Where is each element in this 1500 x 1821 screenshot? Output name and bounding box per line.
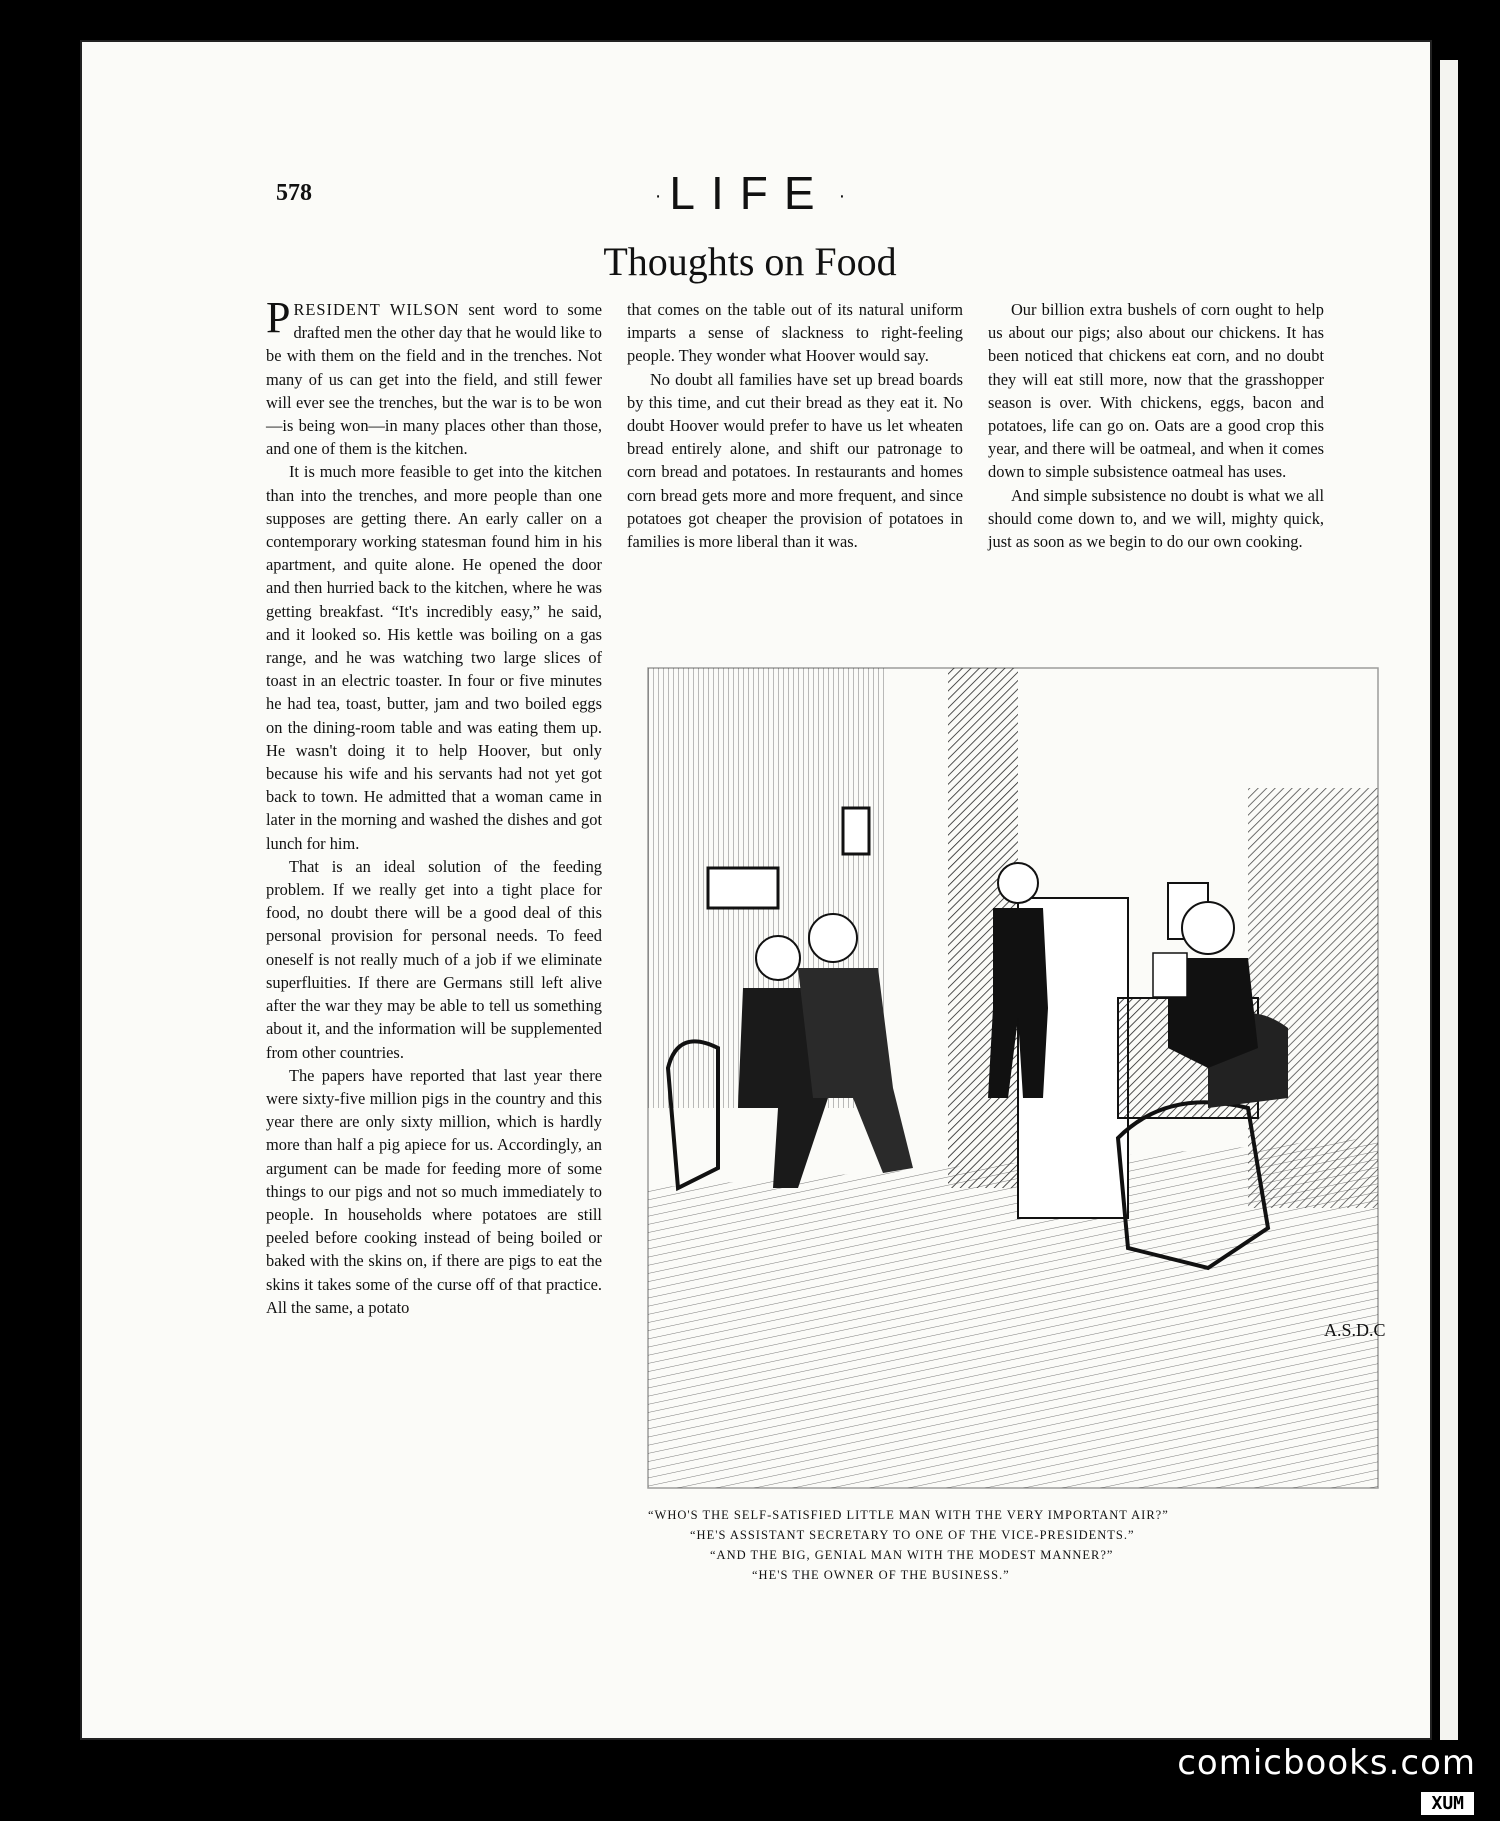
article-column-2 [627, 298, 963, 553]
paragraph: The papers have reported that last year there were sixty-five million pigs in the country and this year there are only sixty million, which is hardly more than half a pig apiece for us. Accordingly, an argument can be made for feeding more of some things to our pigs and not so much immediately to people. In households where potatoes are still peeled before cooking instead of being boiled or baked with the skins on, if there are pigs to eat the skins it takes some of the curse off of that practice. All the same, a potato [266, 1065, 602, 1317]
caption-line: “HE'S THE OWNER OF THE BUSINESS.” [752, 1568, 1010, 1582]
masthead-title: LIFE [669, 167, 831, 219]
masthead-dot-left: · [654, 185, 662, 208]
paragraph: That is an ideal solution of the feeding problem. If we really get into a tight place for food, no doubt there will be a good deal of this personal provision for personal needs. To feed oneself is not really much of a job if we eliminate superfluities. If there are Germans still left alive after the war they may be able to tell us something about it, and the information will be supplemented from other countries. [266, 856, 602, 1062]
article-column-3 [988, 298, 1324, 553]
paragraph-text: sent word to some drafted men the other day that he would like to be with them on the field and in the trenches. Not many of us can get into the field, and still fewer will ever see the trenches, but the war is to be won—is being won—in many places other than those, and one of them is the kitchen. [266, 300, 603, 459]
lead-in-caps: RESIDENT WILSON [293, 300, 460, 319]
paragraph: It is much more feasible to get into the kitchen than into the trenches, and more people than one supposes are getting there. An early caller on a contemporary working statesman found him in his apartment, and quite alone. He opened the door and then hurried back to the kitchen, where he was getting breakfast. “It's incredibly easy,” he said, and it looked so. His kettle was boiling on a gas range, and he was watching two large slices of toast in an electric toaster. In four or five minutes he had tea, toast, butter, jam and two boiled eggs on the dining-room table and was eating them up. He wasn't doing it to help Hoover, but only because his wife and his servants had not yet got back to town. He admitted that a woman came in later in the morning and washed the dishes and got lunch for him. [266, 462, 602, 853]
next-page-edge [1440, 60, 1458, 1740]
watermark-badge: XUM [1421, 1792, 1474, 1815]
office-scene-drawing [648, 668, 1386, 1488]
article-column-1 [266, 293, 603, 1319]
caption-line: “WHO'S THE SELF-SATISFIED LITTLE MAN WITH THE VERY IMPORTANT AIR?” [648, 1508, 1169, 1522]
paragraph [266, 293, 603, 460]
paragraph: that comes on the table out of its natural uniform imparts a sense of slackness to right-feeling people. They wonder what Hoover would say. [627, 300, 963, 366]
wall-sign [708, 868, 778, 908]
drop-cap: P [266, 293, 291, 342]
page-number: 578 [276, 180, 312, 206]
article-title: Thoughts on Food [603, 239, 897, 284]
cartoon-illustration [648, 668, 1386, 1488]
artist-signature: A.S.D.C [1324, 1320, 1386, 1340]
caption-line: “AND THE BIG, GENIAL MAN WITH THE MODEST MANNER?” [710, 1548, 1114, 1562]
cartoon-caption [630, 1505, 1370, 1585]
caption-line: “HE'S ASSISTANT SECRETARY TO ONE OF THE VICE-PRESIDENTS.” [690, 1528, 1135, 1542]
wall-frame [843, 808, 869, 854]
paragraph: Our billion extra bushels of corn ought to help us about our pigs; also about our chickens. It has been noticed that chickens eat corn, and no doubt they will eat still more, now that the grasshopper season is over. With chickens, eggs, bacon and potatoes, life can go on. Oats are a good crop this year, and there will be oatmeal, and when it comes down to simple subsistence oatmeal has uses. [988, 300, 1324, 482]
site-watermark: comicbooks.com [1177, 1743, 1476, 1783]
masthead-dot-right: · [838, 185, 846, 208]
masthead [0, 166, 1500, 220]
paragraph: No doubt all families have set up bread boards by this time, and cut their bread as they eat it. No doubt Hoover would prefer to have us let wheaten bread entirely alone, and shift our patronage to corn bread and potatoes. In restaurants and homes corn bread gets more and more frequent, and since potatoes got cheaper the provision of potatoes in families is more liberal than it was. [627, 369, 963, 552]
paragraph: And simple subsistence no doubt is what we all should come down to, and we will, mighty quick, just as soon as we begin to do our own cooking. [988, 485, 1324, 552]
floor [648, 1138, 1378, 1488]
